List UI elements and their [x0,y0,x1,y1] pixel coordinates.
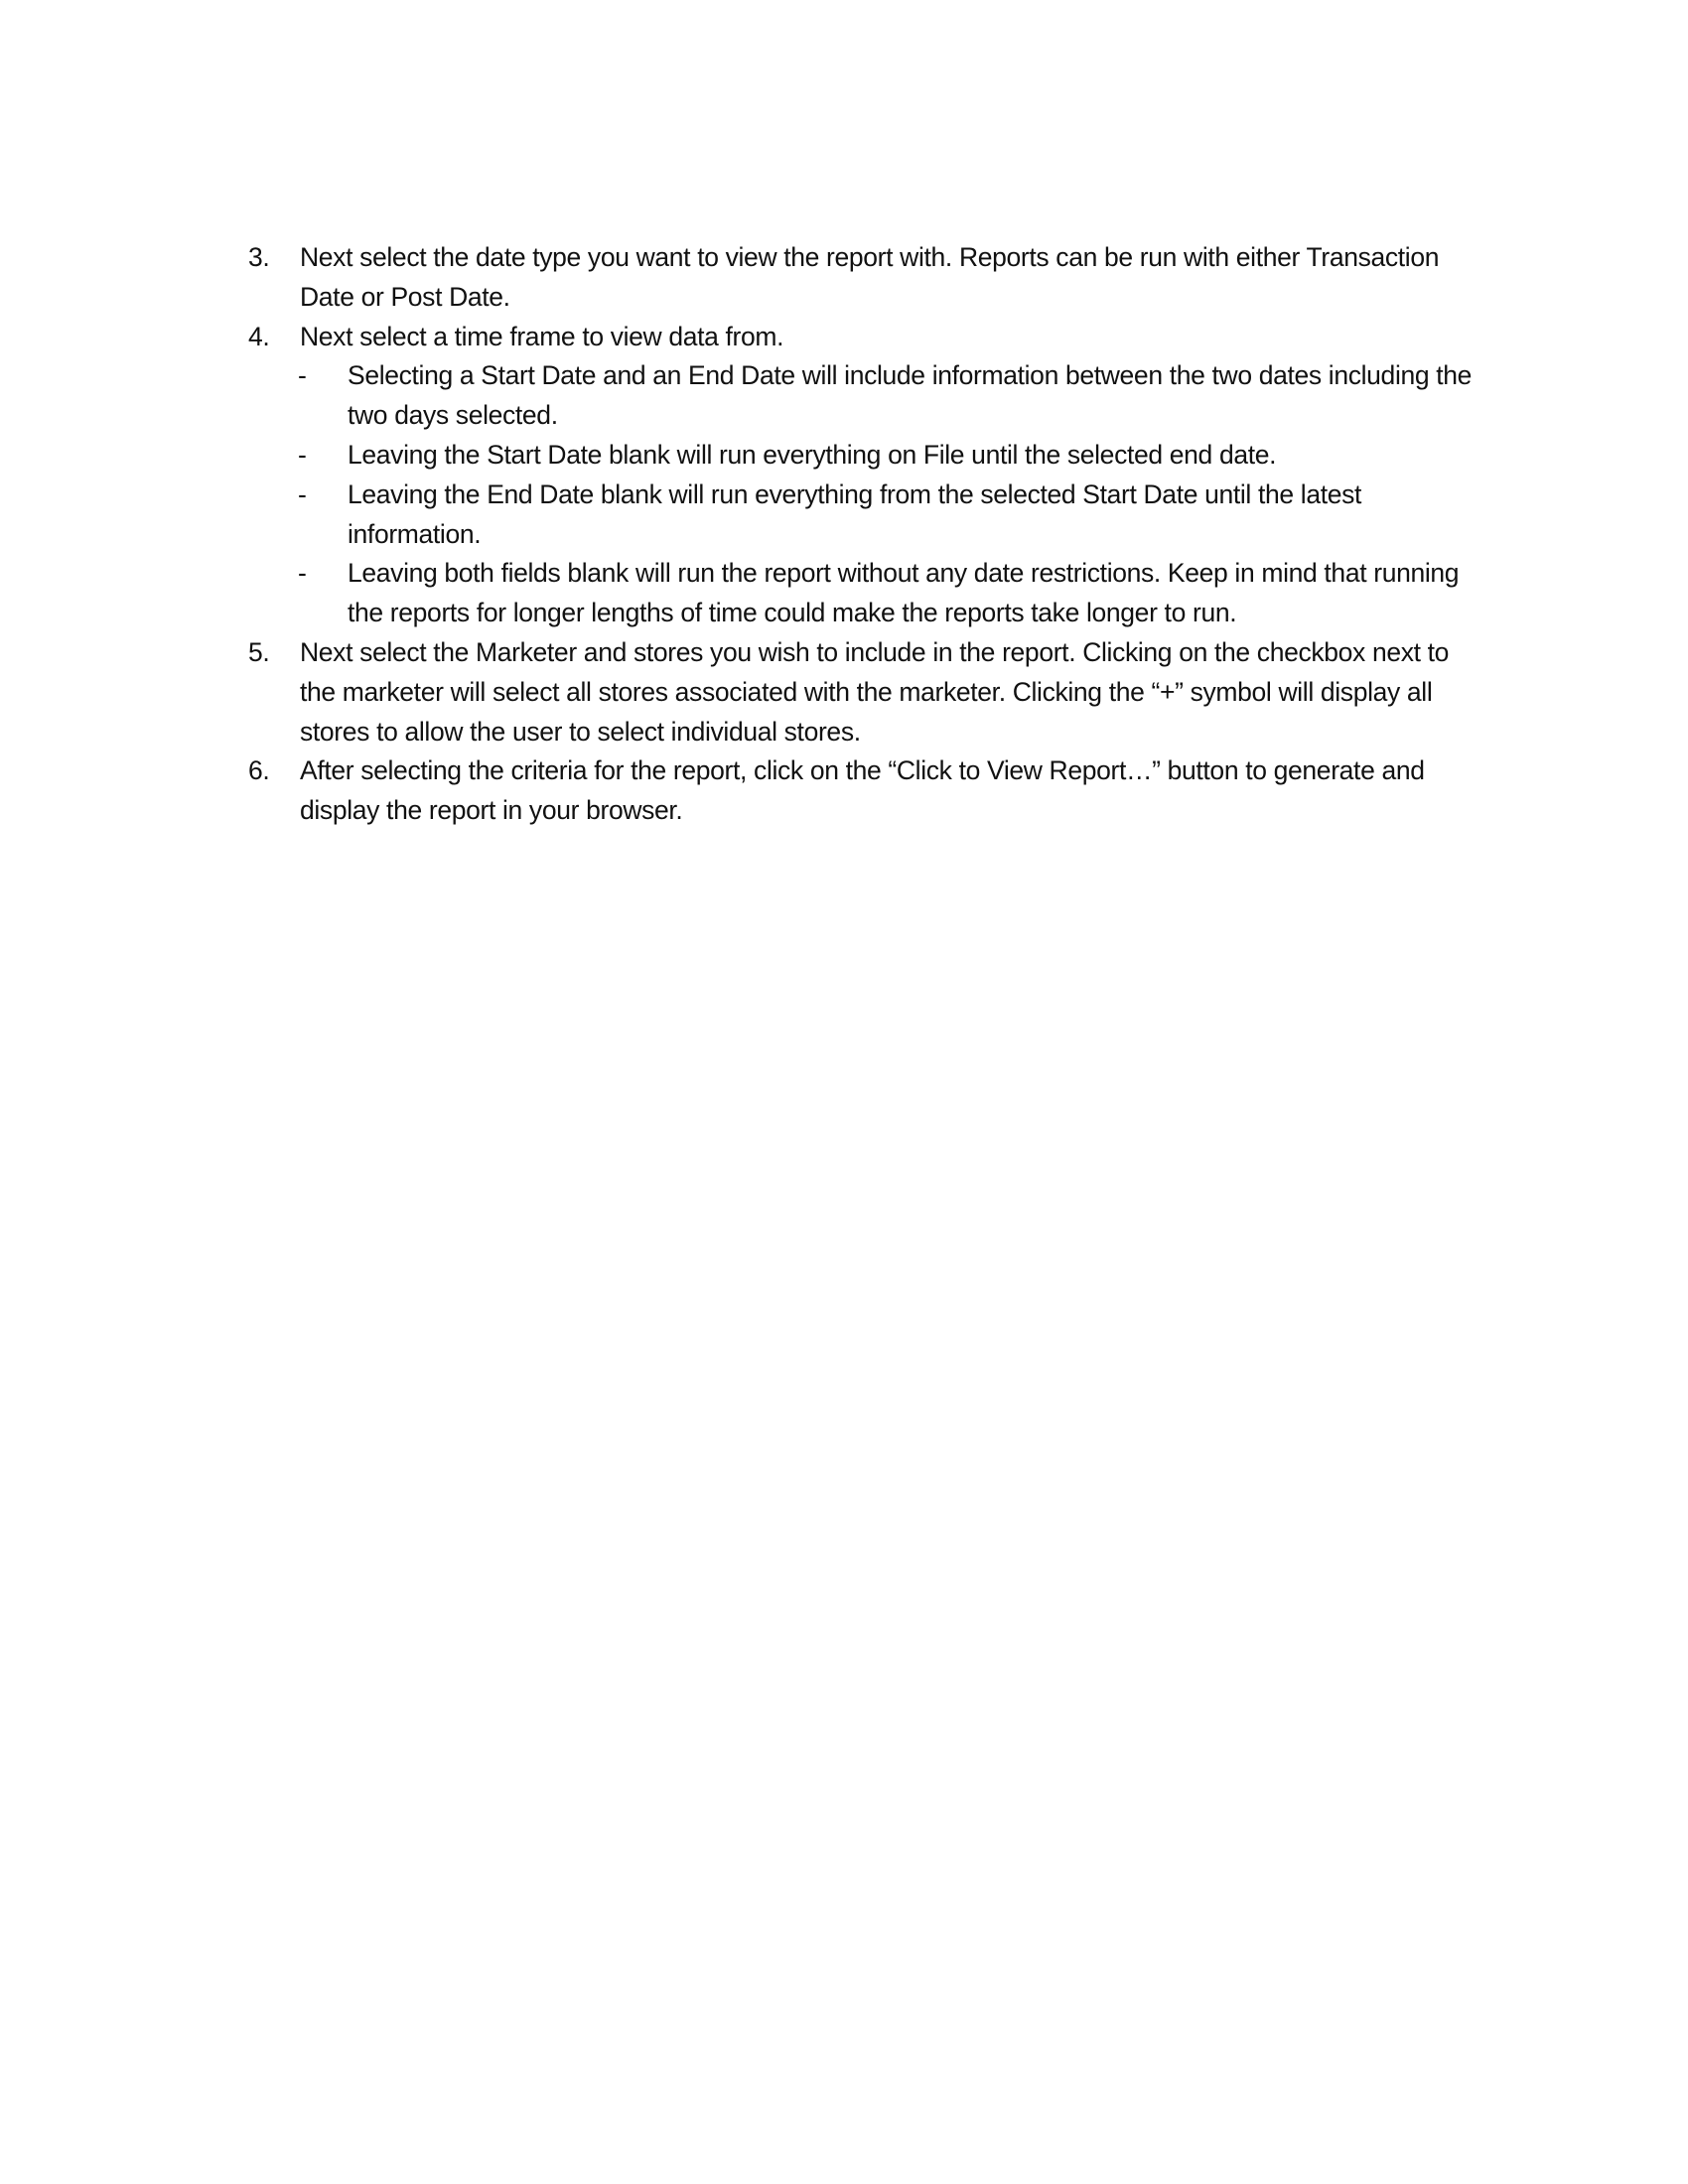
sub-item-text: Leaving both fields blank will run the report without any date restrictions. Keep in mind that running the reports for longer lengths of time could make the reports take longer to run. [348,558,1460,628]
list-number: 4. [248,321,270,351]
list-text: After selecting the criteria for the report, click on the “Click to View Report…” button to generate and display the report in your browser. [300,755,1425,826]
sub-item-text: Leaving the Start Date blank will run everything on File until the selected end date. [348,439,1277,470]
list-number: 6. [248,755,270,786]
dash-marker: - [298,478,307,509]
dash-marker: - [298,558,307,589]
dash-marker: - [298,360,307,391]
sub-item-text: Selecting a Start Date and an End Date will include information between the two dates including the two days selected. [348,360,1473,431]
list-text: Next select a time frame to view data from. [300,321,784,351]
instruction-list [248,238,1479,831]
list-number: 5. [248,636,270,667]
list-item-6 [248,751,1479,831]
sub-item-start-blank [248,436,1479,476]
list-text: Next select the Marketer and stores you wish to include in the report. Clicking on the checkbox next to the marketer will select all stores associated with the marketer. Clicking the “+” symbol will display all stores to allow the user to select individual stores. [300,636,1450,747]
sub-item-both-blank [248,554,1479,633]
sub-item-text: Leaving the End Date blank will run everything from the selected Start Date until the latest information. [348,478,1362,549]
list-item-3 [248,238,1479,318]
list-number: 3. [248,242,270,272]
sub-item-end-blank [248,476,1479,555]
list-item-5 [248,633,1479,751]
sub-item-start-end [248,356,1479,436]
list-text: Next select the date type you want to view the report with. Reports can be run with either Transaction Date or Post Date. [300,242,1440,312]
list-item-4 [248,318,1479,357]
dash-marker: - [298,439,307,470]
